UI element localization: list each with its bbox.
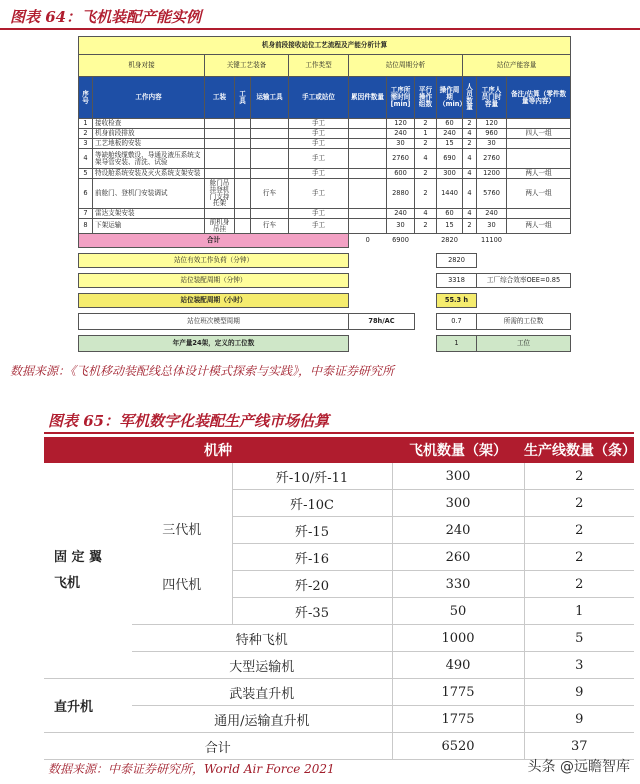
cell-mode: 手工 [289,139,349,149]
cell-mode: 手工 [289,129,349,139]
cell-persons: 2 [463,219,477,234]
row-name: 歼-35 [232,598,392,625]
col-duration: 工序所需时间[min] [387,77,415,119]
col-persons: 人员数量 [463,77,477,119]
total-row-label: 合计 [44,733,392,760]
row-aircraft: 1775 [392,679,524,706]
cell-count [349,119,387,129]
cell-op-time: 60 [437,119,463,129]
sheet-caption: 机身前段接收站位工艺流程及产能分析计算 [79,37,571,55]
group-capacity: 站位产能容量 [463,55,571,77]
cell-duration: 30 [387,139,415,149]
col-remark: 备注/估算（零件数量等内容） [507,77,571,119]
cell-mode: 手工 [289,219,349,234]
cell-duration: 120 [387,119,415,129]
cell-transport: 行车 [251,179,289,209]
cell-fixture: 舱门吊挂登机门支持托架 [205,179,235,209]
cell-fixture [205,119,235,129]
cell-persons: 4 [463,179,477,209]
cell-transport [251,129,289,139]
cell-parallel: 4 [415,149,437,169]
cell-remark: 两人一组 [507,179,571,209]
row-name: 通用/运输直升机 [132,706,392,733]
cell-fixture [205,169,235,179]
row-name: 特种飞机 [132,625,392,652]
cell-fixture [205,139,235,149]
cell-op-time: 1440 [437,179,463,209]
total-aircraft: 6520 [392,733,524,760]
row-lines: 1 [524,598,634,625]
cell-seq: 5 [79,169,93,179]
shift-value: 78h/AC [349,313,415,329]
gen3-label: 三代机 [162,522,202,538]
row-aircraft: 240 [392,517,524,544]
row-aircraft: 300 [392,463,524,490]
group-job: 机身对接 [79,55,205,77]
row-lines: 2 [524,571,634,598]
cell-count [349,209,387,219]
need-label: 所需的工位数 [477,313,571,329]
cell-capacity: 120 [477,119,507,129]
col-count: 累因件数量 [349,77,387,119]
cell-remark [507,209,571,219]
cell-transport [251,209,289,219]
cell-persons: 4 [463,129,477,139]
row-name: 歼-10/歼-11 [232,463,392,490]
row-name: 武装直升机 [132,679,392,706]
cell-content: 下架运输 [93,219,205,234]
cell-transport [251,169,289,179]
cell-parallel: 2 [415,139,437,149]
cell-transport [251,139,289,149]
cell-transport [251,149,289,169]
cycle-hours-label: 站位装配周期（小时） [79,293,349,307]
col-op-time: 操作周期（min） [437,77,463,119]
row-aircraft: 300 [392,490,524,517]
row-name: 歼-10C [232,490,392,517]
row-aircraft: 260 [392,544,524,571]
total-op-time: 2820 [441,236,458,245]
cell-remark: 两人一组 [507,169,571,179]
cell-tool [235,169,251,179]
cell-persons: 4 [463,149,477,169]
cell-fixture [205,129,235,139]
station-label: 工位 [477,335,571,351]
row-aircraft: 50 [392,598,524,625]
cell-transport [251,119,289,129]
row-lines: 2 [524,517,634,544]
cell-capacity: 5760 [477,179,507,209]
group-cycle-analysis: 站位周期分析 [349,55,463,77]
helicopter-label: 直升机 [44,679,132,733]
market-estimate-table [44,437,637,760]
figure-64-source: 数据来源：《飞机移动装配线总体设计模式探索与实践》，中泰证券研究所 [10,364,395,378]
sheet-row [79,129,571,139]
row-name: 大型运输机 [132,652,392,679]
cell-capacity: 240 [477,209,507,219]
cell-op-time: 690 [437,149,463,169]
cell-parallel: 4 [415,209,437,219]
row-lines: 5 [524,625,634,652]
cell-remark [507,119,571,129]
row-name: 歼-20 [232,571,392,598]
cell-content: 雷达支架安装 [93,209,205,219]
col-fixture: 工装 [205,77,235,119]
cell-capacity: 960 [477,129,507,139]
cell-op-time: 60 [437,209,463,219]
cell-parallel: 2 [415,219,437,234]
cell-seq: 7 [79,209,93,219]
fixed-wing-label [44,463,132,679]
cell-mode: 手工 [289,119,349,129]
total-count: 0 [365,236,370,245]
cell-seq: 2 [79,129,93,139]
sheet-row [79,139,571,149]
group-work-type: 工作类型 [289,55,349,77]
cell-tool [235,119,251,129]
cell-tool [235,179,251,209]
row-name: 歼-15 [232,517,392,544]
col-capacity: 工序人员门时容量 [477,77,507,119]
cell-mode: 手工 [289,209,349,219]
cell-parallel: 1 [415,129,437,139]
cell-mode: 手工 [289,179,349,209]
cell-seq: 6 [79,179,93,209]
col-tool: 工具 [235,77,251,119]
cell-tool [235,209,251,219]
cell-count [349,219,387,234]
cell-content: 前舱门、登机门安装调试 [93,179,205,209]
cell-content: 工艺地板的安装 [93,139,205,149]
row-lines: 2 [524,544,634,571]
col-mode: 手工或站位 [289,77,349,119]
fixed-wing-line-1: 固 定 翼 [54,549,103,565]
col-transport: 运输工具 [251,77,289,119]
cell-count [349,129,387,139]
total-capacity: 11100 [481,236,502,245]
cell-persons: 4 [463,209,477,219]
cell-seq: 3 [79,139,93,149]
load-label: 站位有效工作负荷（分钟） [79,253,349,267]
cell-op-time: 240 [437,129,463,139]
figure-64-title: 图表 64：飞机装配产能实例 [10,8,202,26]
group-key-equipment: 关键工艺装备 [205,55,289,77]
cell-remark [507,139,571,149]
row-lines: 9 [524,706,634,733]
cell-remark: 四人一组 [507,129,571,139]
cell-mode: 手工 [289,169,349,179]
ratio-value: 0.7 [437,313,477,329]
cycle-label: 站位装配周期（分钟） [79,273,349,287]
col-content: 工作内容 [93,77,205,119]
figure-65-rule [44,432,634,434]
col-parallel: 平行操作组数 [415,77,437,119]
row-lines: 9 [524,679,634,706]
row-aircraft: 1775 [392,706,524,733]
figure-65-source: 数据来源：中泰证券研究所，World Air Force 2021 [48,762,335,776]
header-lines: 生产线数量（条） [524,437,634,463]
header-aircraft: 飞机数量（架） [392,437,524,463]
row-lines: 3 [524,652,634,679]
cell-count [349,179,387,209]
cell-parallel: 2 [415,169,437,179]
cell-remark: 两人一组 [507,219,571,234]
cell-parallel: 2 [415,179,437,209]
cycle-value: 3318 [437,273,477,287]
cell-content: 接收检查 [93,119,205,129]
sheet-row [79,169,571,179]
cell-count [349,149,387,169]
figure-65-title: 图表 65：军机数字化装配生产线市场估算 [48,412,330,430]
row-lines: 2 [524,490,634,517]
cell-tool [235,219,251,234]
row-aircraft: 490 [392,652,524,679]
cell-seq: 8 [79,219,93,234]
cell-capacity: 30 [477,139,507,149]
cell-capacity: 2760 [477,149,507,169]
cell-fixture [205,149,235,169]
cell-duration: 30 [387,219,415,234]
sheet-row [79,149,571,169]
figure-64-rule [0,28,640,30]
cell-persons: 4 [463,169,477,179]
annual-value: 1 [437,335,477,351]
cell-count [349,169,387,179]
cell-seq: 4 [79,149,93,169]
cell-transport: 行车 [251,219,289,234]
cell-content: 等缺舱线缆敷设、导通及液压系统支架导管安装、清洗、试验 [93,149,205,169]
cell-duration: 240 [387,209,415,219]
col-seq: 序号 [79,77,93,119]
oee-note: 工厂综合效率OEE=0.85 [477,273,571,287]
annual-label: 年产量24架，定义的工位数 [79,335,349,351]
row-lines: 2 [524,463,634,490]
cell-duration: 600 [387,169,415,179]
cell-fixture: 前机身吊挂 [205,219,235,234]
row-aircraft: 1000 [392,625,524,652]
cell-content: 特设舱系统安装及灭火系统支架安装 [93,169,205,179]
sheet-row [79,179,571,209]
cell-content: 机身前段排放 [93,129,205,139]
cell-duration: 2880 [387,179,415,209]
cell-tool [235,139,251,149]
cell-remark [507,149,571,169]
total-lines: 37 [524,733,634,760]
cell-duration: 240 [387,129,415,139]
cell-tool [235,149,251,169]
cell-persons: 2 [463,139,477,149]
cell-fixture [205,209,235,219]
cell-op-time: 15 [437,219,463,234]
watermark: 头条 @远瞻智库 [527,759,630,775]
cell-op-time: 15 [437,139,463,149]
cell-op-time: 300 [437,169,463,179]
sheet-row [79,119,571,129]
cell-capacity: 30 [477,219,507,234]
cell-persons: 2 [463,119,477,129]
gen4-label: 四代机 [132,544,232,625]
sheet-row [79,209,571,219]
total-label: 合计 [79,233,349,247]
header-type: 机种 [44,437,392,463]
row-aircraft: 330 [392,571,524,598]
assembly-capacity-sheet [78,36,570,352]
shift-label: 站位班次模型周期 [79,313,349,329]
total-duration: 6900 [392,236,409,245]
cell-tool [235,129,251,139]
cell-count [349,139,387,149]
sheet-row [79,219,571,234]
load-value: 2820 [437,253,477,267]
cell-capacity: 1200 [477,169,507,179]
cell-parallel: 2 [415,119,437,129]
cell-seq: 1 [79,119,93,129]
cell-duration: 2760 [387,149,415,169]
fixed-wing-line-2: 飞机 [54,575,81,591]
cycle-hours-value: 55.3 h [437,293,477,307]
row-name: 歼-16 [232,544,392,571]
cell-mode: 手工 [289,149,349,169]
